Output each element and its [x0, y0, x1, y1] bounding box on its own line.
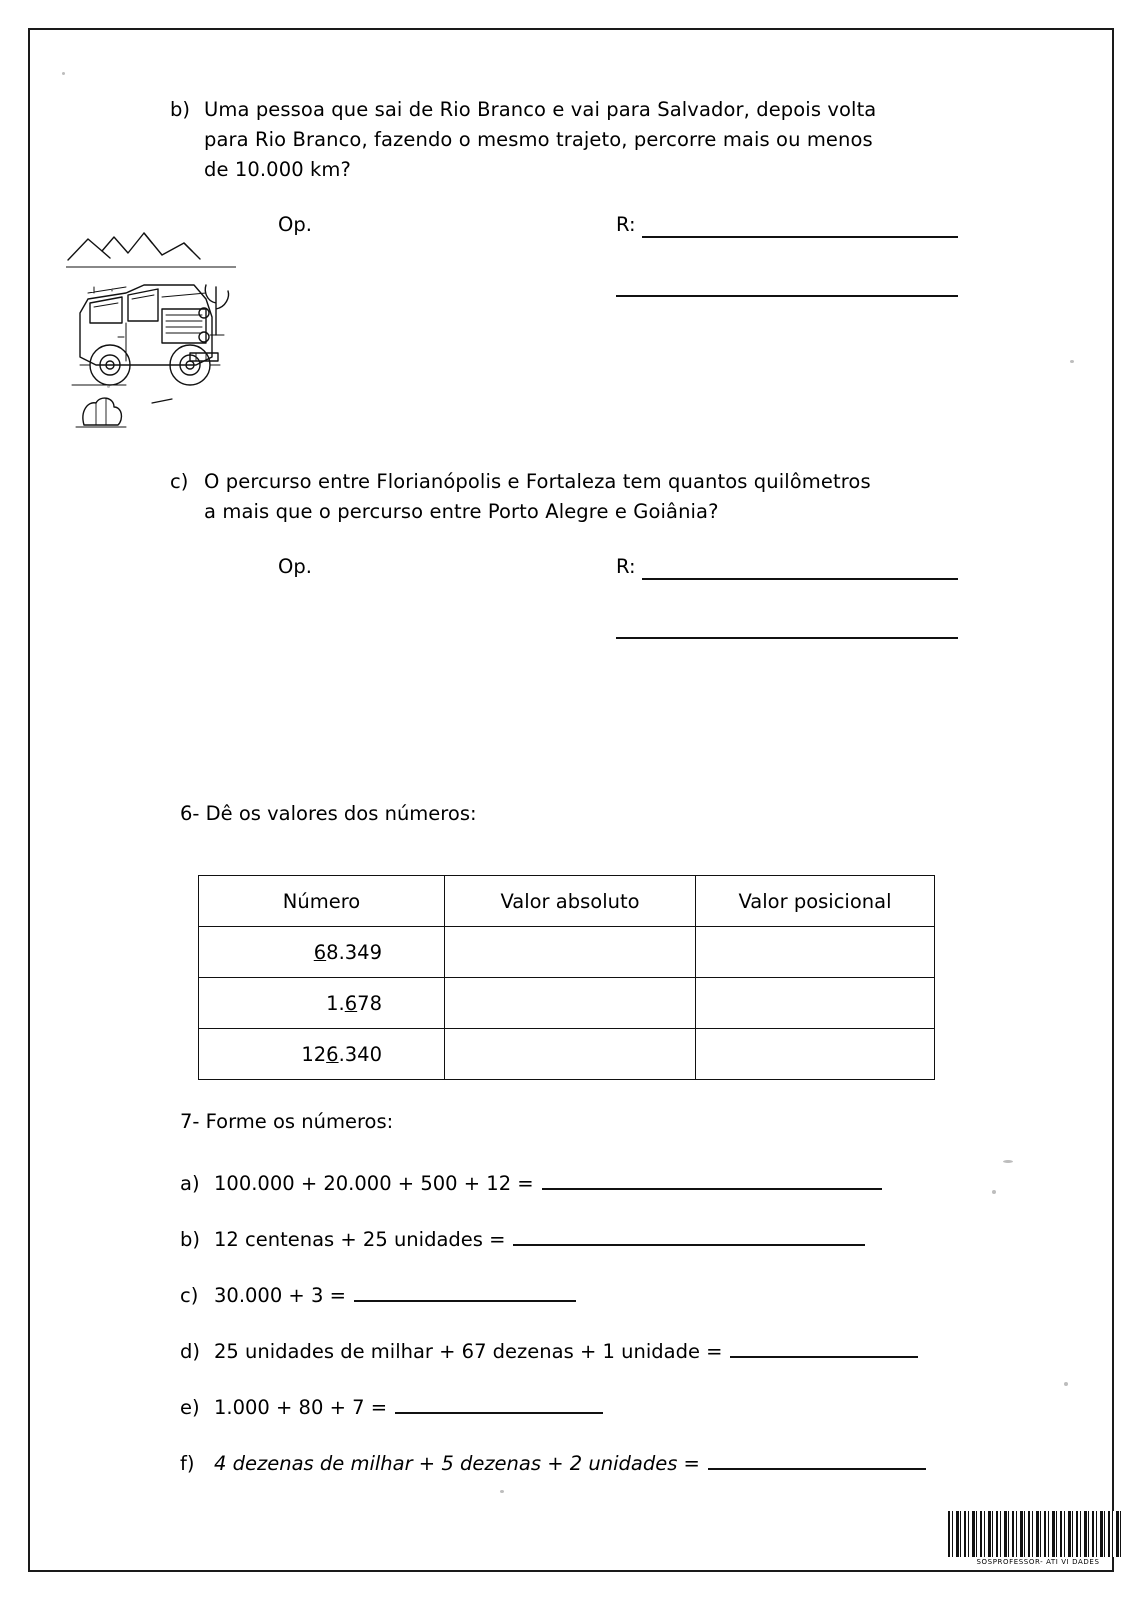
- item-e-blank[interactable]: [395, 1394, 603, 1414]
- scan-speck: [62, 72, 65, 75]
- header-valor-absoluto: Valor absoluto: [445, 876, 696, 927]
- item-c-text: 30.000 + 3 =: [214, 1284, 346, 1307]
- exercise-7-title: 7- Forme os números:: [180, 1110, 394, 1133]
- number-cell-3: [199, 1029, 445, 1080]
- number-digit-1: 6: [313, 940, 327, 964]
- number-cell-2: [199, 978, 445, 1029]
- item-d-blank[interactable]: [730, 1338, 918, 1358]
- question-b-op: [278, 212, 312, 238]
- worksheet-content: [30, 30, 1112, 1570]
- question-b-answer[interactable]: [616, 212, 958, 238]
- number-digit-2: 6: [344, 991, 358, 1015]
- number-suffix-2: 78: [357, 991, 382, 1015]
- valor-absoluto-cell-3[interactable]: [445, 1029, 696, 1080]
- question-c-op: [278, 554, 312, 580]
- item-b-text: 12 centenas + 25 unidades =: [214, 1228, 506, 1251]
- op-label-c: Op.: [278, 555, 312, 578]
- question-c-line-1: O percurso entre Florianópolis e Fortaleza tem quantos quilômetros: [204, 470, 871, 493]
- item-a-blank[interactable]: [542, 1170, 882, 1190]
- question-c-line-2: a mais que o percurso entre Porto Alegre e Goiânia?: [204, 500, 719, 523]
- r-label-b: R:: [616, 213, 636, 236]
- number-prefix-3: 12: [301, 1042, 327, 1066]
- header-numero: Número: [199, 876, 445, 927]
- exercise-7-item-b: [180, 1226, 865, 1254]
- number-suffix-1: 8.349: [326, 940, 382, 964]
- item-f-letter: f): [180, 1452, 195, 1475]
- question-c-letter: c): [170, 470, 189, 493]
- question-c-text: [204, 467, 871, 527]
- barcode-label: SOSPROFESSOR- ATI VI DADES: [976, 1558, 1100, 1566]
- question-b-line-1: Uma pessoa que sai de Rio Branco e vai para Salvador, depois volta: [204, 98, 877, 121]
- number-digit-3: 6: [326, 1042, 339, 1066]
- question-b-answer-2[interactable]: [616, 273, 958, 297]
- question-c-answer[interactable]: [616, 554, 958, 580]
- item-f-blank[interactable]: [708, 1450, 926, 1470]
- item-f-text: 4 dezenas de milhar + 5 dezenas + 2 unidades =: [214, 1452, 700, 1475]
- question-b-line-3: de 10.000 km?: [204, 158, 351, 181]
- exercise-7-item-a: [180, 1170, 882, 1198]
- number-prefix-2: 1.: [326, 991, 345, 1015]
- question-b-letter: b): [170, 98, 190, 121]
- item-c-letter: c): [180, 1284, 199, 1307]
- question-c: [170, 467, 990, 527]
- jeep-illustration: [66, 225, 236, 475]
- table-row: [199, 927, 935, 978]
- scan-speck: [1064, 1382, 1068, 1386]
- header-valor-posicional: Valor posicional: [696, 876, 935, 927]
- question-c-answer-2[interactable]: [616, 615, 958, 639]
- item-e-letter: e): [180, 1396, 200, 1419]
- item-b-letter: b): [180, 1228, 200, 1251]
- number-cell-1: [199, 927, 445, 978]
- question-b: [170, 95, 980, 185]
- valor-posicional-cell-1[interactable]: [696, 927, 935, 978]
- exercise-7-item-f: [180, 1450, 926, 1478]
- answer-line-c-1[interactable]: [642, 556, 958, 580]
- values-table: [198, 875, 935, 1080]
- table-header-row: [199, 876, 935, 927]
- valor-posicional-cell-3[interactable]: [696, 1029, 935, 1080]
- question-b-text: [204, 95, 876, 185]
- item-e-text: 1.000 + 80 + 7 =: [214, 1396, 388, 1419]
- answer-line-b-1[interactable]: [642, 214, 958, 238]
- r-label-c: R:: [616, 555, 636, 578]
- table-row: [199, 1029, 935, 1080]
- scan-speck: [992, 1190, 996, 1194]
- item-d-letter: d): [180, 1340, 200, 1363]
- item-c-blank[interactable]: [354, 1282, 576, 1302]
- item-b-blank[interactable]: [513, 1226, 865, 1246]
- table-row: [199, 978, 935, 1029]
- barcode-icon: [948, 1511, 1124, 1557]
- exercise-7-item-e: [180, 1394, 603, 1422]
- answer-line-c-2[interactable]: [616, 615, 958, 639]
- question-b-line-2: para Rio Branco, fazendo o mesmo trajeto, percorre mais ou menos: [204, 128, 873, 151]
- number-suffix-3: .340: [338, 1042, 382, 1066]
- valor-absoluto-cell-2[interactable]: [445, 978, 696, 1029]
- answer-line-b-2[interactable]: [616, 273, 958, 297]
- item-d-text: 25 unidades de milhar + 67 dezenas + 1 unidade =: [214, 1340, 723, 1363]
- op-label-b: Op.: [278, 213, 312, 236]
- exercise-6-title: 6- Dê os valores dos números:: [180, 802, 477, 825]
- exercise-7-item-c: [180, 1282, 576, 1310]
- scan-speck: [1003, 1160, 1013, 1163]
- scan-speck: [500, 1490, 504, 1493]
- worksheet-page: [28, 28, 1114, 1572]
- valor-posicional-cell-2[interactable]: [696, 978, 935, 1029]
- footer-barcode: [948, 1511, 1128, 1566]
- item-a-letter: a): [180, 1172, 200, 1195]
- valor-absoluto-cell-1[interactable]: [445, 927, 696, 978]
- exercise-7-item-d: [180, 1338, 918, 1366]
- scan-speck: [1070, 360, 1074, 363]
- item-a-text: 100.000 + 20.000 + 500 + 12 =: [214, 1172, 534, 1195]
